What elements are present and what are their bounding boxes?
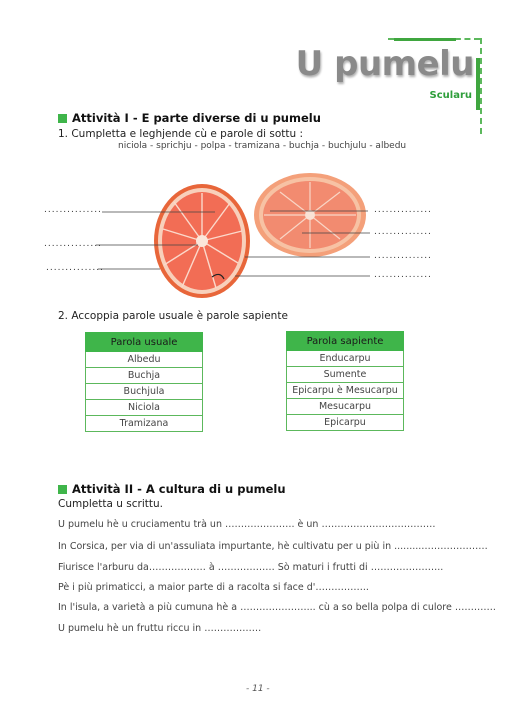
table-cell[interactable]: Enducarpu xyxy=(287,351,404,367)
blank-label-right-3[interactable]: ............... xyxy=(374,251,432,261)
page-subtitle: Scularu xyxy=(429,90,472,101)
header-accent-bar xyxy=(394,38,456,41)
grapefruit-back-half xyxy=(254,173,366,257)
activity2-instruction: Cumpletta u scrittu. xyxy=(58,498,163,510)
text-line[interactable]: In l'isula, a varietà a più cumuna hè a …………………... cù a so bella polpa di culore …………. xyxy=(58,602,496,613)
table-cell[interactable]: Albedu xyxy=(86,352,203,368)
text-line[interactable]: U pumelu hè un fruttu riccu in ……………… xyxy=(58,623,262,634)
header-side-bar xyxy=(476,58,480,110)
text-line[interactable]: Fiurisce l'arburu da……………… à ……………… Sò maturi i frutti di ………………….. xyxy=(58,562,444,573)
text-line[interactable]: U pumelu hè u cruciamentu trà un …………………. è un ……………………………… xyxy=(58,519,436,530)
activity2-heading: Attività II - A cultura di u pumelu xyxy=(58,482,286,496)
blank-label-right-1[interactable]: ............... xyxy=(374,205,432,215)
bullet-square-icon xyxy=(58,485,67,494)
blank-label-left-1[interactable]: ............... xyxy=(44,205,102,215)
table-parola-usuale xyxy=(85,332,203,432)
blank-label-left-2[interactable]: ............... xyxy=(44,239,102,249)
table-cell[interactable]: Buchja xyxy=(86,368,203,384)
page-title: U pumelu xyxy=(295,44,474,84)
table-cell[interactable]: Epicarpu è Mesucarpu xyxy=(287,383,404,399)
word-bank: niciola - sprichju - polpa - tramizana - buchja - buchjulu - albedu xyxy=(118,141,407,151)
grapefruit-front-half xyxy=(154,184,250,298)
table-parola-sapiente xyxy=(286,331,404,431)
table-header-sapiente: Parola sapiente xyxy=(287,332,404,351)
table-cell[interactable]: Tramizana xyxy=(86,416,203,432)
table-cell[interactable]: Buchjula xyxy=(86,384,203,400)
blank-label-right-4[interactable]: ............... xyxy=(374,270,432,280)
page-number: - 11 - xyxy=(246,684,270,694)
table-cell[interactable]: Epicarpu xyxy=(287,415,404,431)
table-header-usuale: Parola usuale xyxy=(86,333,203,352)
activity1-heading: Attività I - E parte diverse di u pumelu xyxy=(58,111,321,125)
table-cell[interactable]: Mesucarpu xyxy=(287,399,404,415)
matching-instruction: 2. Accoppia parole usuale è parole sapiente xyxy=(58,310,288,322)
bullet-square-icon xyxy=(58,114,67,123)
activity1-instruction: 1. Cumpletta e leghjende cù e parole di sottu : xyxy=(58,128,304,140)
blank-label-left-3[interactable]: ............... xyxy=(46,263,104,273)
header-frame-right xyxy=(480,38,482,134)
text-line[interactable]: Pè i più primaticci, a maior parte di a racolta si face d'…………….. xyxy=(58,582,369,593)
text-line[interactable]: In Corsica, per via di un'assuliata impurtante, hè cultivatu per u più in .........………………… xyxy=(58,541,488,552)
table-cell[interactable]: Niciola xyxy=(86,400,203,416)
blank-label-right-2[interactable]: ............... xyxy=(374,227,432,237)
table-cell[interactable]: Sumente xyxy=(287,367,404,383)
